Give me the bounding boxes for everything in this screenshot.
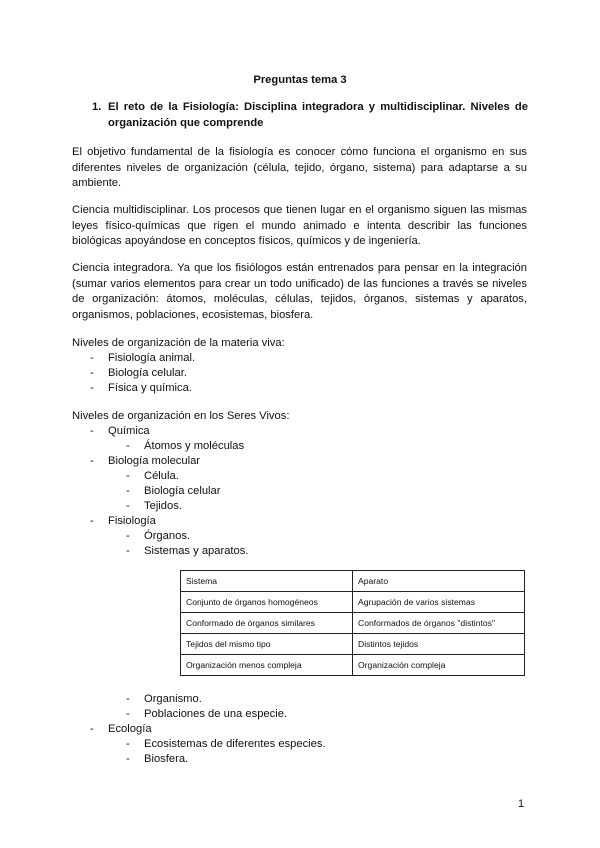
table-cell: Aparato — [353, 571, 525, 592]
table-row — [181, 655, 525, 676]
section-heading-text: El reto de la Fisiología: Disciplina integradora y multidisciplinar. Niveles de organización que comprende — [108, 101, 528, 129]
section-heading — [92, 99, 528, 131]
table-cell: Organización menos compleja — [181, 655, 353, 676]
paragraph-objetivo: El objetivo fundamental de la fisiología es conocer cómo funciona el organismo en sus diferentes niveles de organización (célula, tejido, órgano, sistema) para adaptarse a su ambiente. — [72, 146, 527, 189]
table-cell: Conformados de órganos "distintos" — [353, 613, 525, 634]
document-title: Preguntas tema 3 — [253, 74, 347, 86]
table-cell: Tejidos del mismo tipo — [181, 634, 353, 655]
page-number: 1 — [518, 798, 525, 810]
table-cell: Sistema — [181, 571, 353, 592]
table-cell: Conformado de órganos similares — [181, 613, 353, 634]
paragraph-integradora: Ciencia integradora. Ya que los fisiólogos están entrenados para pensar en la integración (sumar varios elementos para crear un todo unificado) de las funciones a través se niveles de organización: átomos, moléculas, células, tejidos, órganos, sistemas y aparatos, organismos, poblaciones, ecosistemas, biosfera. — [72, 262, 527, 321]
section-number: 1. — [92, 101, 102, 113]
paragraph-multidisciplinar: Ciencia multidisciplinar. Los procesos que tienen lugar en el organismo siguen las mismas leyes físico-químicas que rigen el mundo animado e intenta describir las funciones biológicas apoyándose en conceptos físicos, químicos y de ingeniería. — [72, 204, 527, 247]
materia-viva-label: Niveles de organización de la materia viva: — [72, 337, 285, 349]
table-cell: Distintos tejidos — [353, 634, 525, 655]
table-cell: Organización compleja — [353, 655, 525, 676]
table-row — [181, 571, 525, 592]
table-row — [181, 613, 525, 634]
table-row — [181, 592, 525, 613]
table-cell: Agrupación de varios sistemas — [353, 592, 525, 613]
table-cell: Conjunto de órganos homogéneos — [181, 592, 353, 613]
sistema-aparato-table — [180, 570, 525, 676]
document-page: Preguntas tema 3 1. El reto de la Fisiología: Disciplina integradora y multidisciplinar. Niveles de organización que comprende El objetivo fundamental de la fisiología es conocer cómo funciona el organismo en sus diferentes niveles de organización (célula, tejido, órgano, sistema) para adaptarse a su ambiente. Ciencia multidisciplinar. Los procesos que tienen lugar en el organismo siguen las mismas leyes físico-químicas que rigen el mundo animado e intenta describir las funciones biológicas apoyándose en conceptos físicos, químicos y de ingeniería. Ciencia integradora. Ya que los fisiólogos están entrenados para pensar en la integración (sumar varios elementos para crear un todo unificado) de las funciones a través se niveles de organización: átomos, moléculas, células, tejidos, órganos, sistemas y aparatos, organismos, poblaciones, ecosistemas, biosfera. Niveles de organización de la materia viva: - Fisiología animal. - Biología celular. - Física y química. Niveles de organización en los Seres Vivos: - Química - Átomos y moléculas - Biología molecular - Célula. - Biología celular - Tejidos. - Fisiología - Órganos. - Sistemas y aparatos. Sistema Aparato Conjunto de órganos homogéneos Agrupación de varios sistemas Conformado de órganos similares Conformados de órganos "distintos" Tejidos del mismo tipo Distintos tejidos Organización menos compleja Organización compleja - Organismo. - Poblaciones de una especie. - Ecología - Ecosistemas de diferentes especies. - Biosfera. 1 — [0, 0, 600, 848]
seres-vivos-label: Niveles de organización en los Seres Vivos: — [72, 410, 290, 422]
table-row — [181, 634, 525, 655]
